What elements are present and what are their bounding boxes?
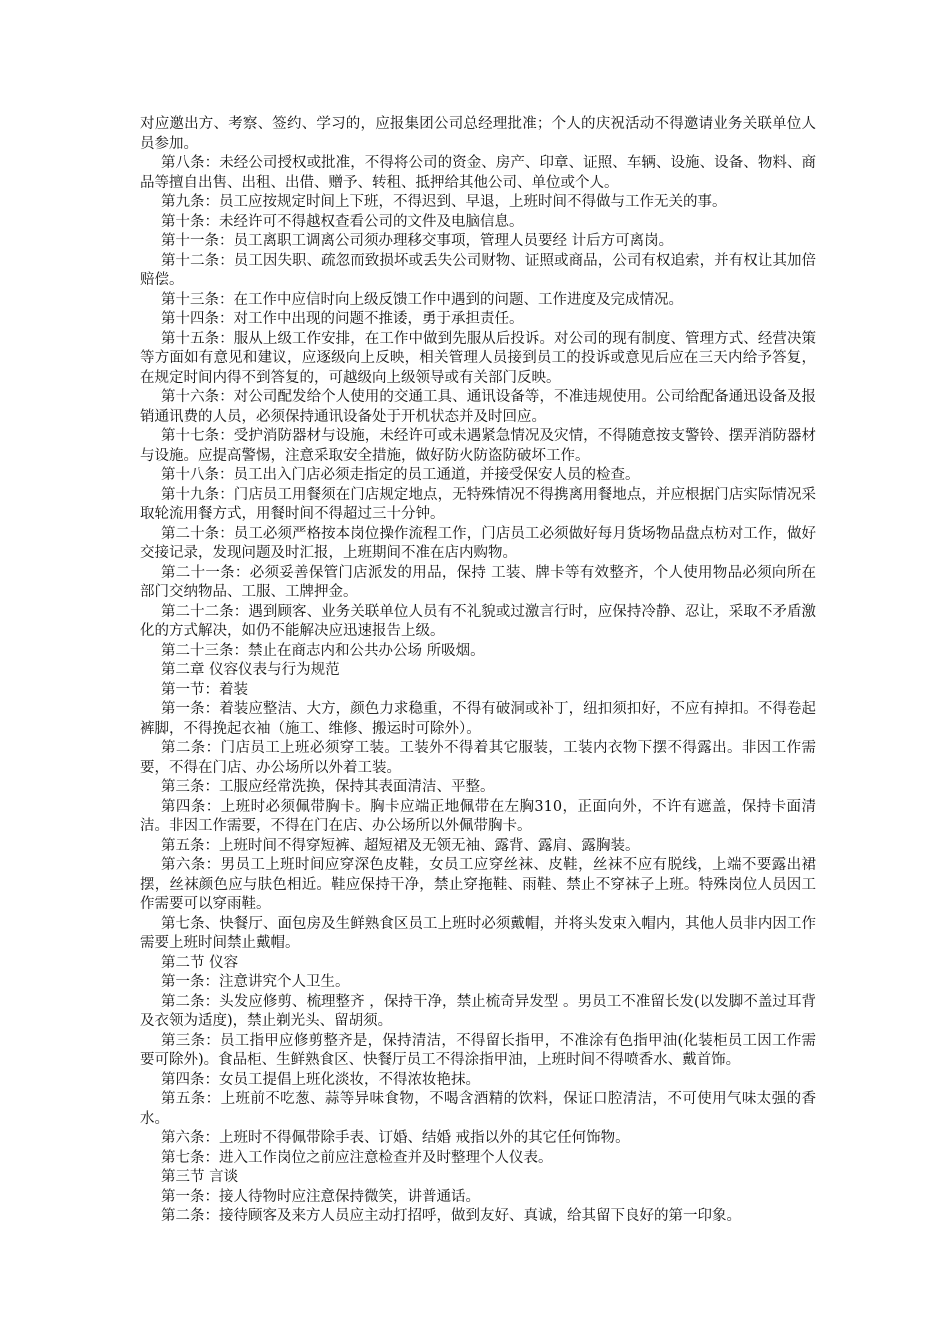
paragraph: 第八条：未经公司授权或批准，不得将公司的资金、房产、印章、证照、车辆、设施、设备、物料、商品等擅自出售、出租、出借、赠予、转租、抵押给其他公司、单位或个人。: [140, 155, 816, 191]
paragraph: 第十一条：员工离职工调离公司须办理移交事项，管理人员要经 计后方可离岗。: [161, 233, 674, 249]
paragraph: 第三条：工服应经常洗换，保持其表面清洁、平整。: [161, 779, 495, 795]
paragraph: 第十二条：员工因失职、疏忽而致损坏或丢失公司财物、证照或商品，公司有权追索，并有权让其加倍赔偿。: [140, 252, 816, 288]
paragraph: 第十条：未经许可不得越权查看公司的文件及电脑信息。: [161, 213, 524, 230]
paragraph: 第十三条：在工作中应信时向上级反馈工作中遇到的问题、工作进度及完成情况。: [161, 291, 683, 308]
chapter-heading: 第二章 仪容仪表与行为规范: [161, 662, 340, 678]
paragraph: 第二十一条：必须妥善保管门店派发的用品，保持 工装、牌卡等有效整齐，个人使用物品必须向所在部门交纳物品、工服、工牌押金。: [140, 564, 816, 600]
paragraph: 第十九条：门店员工用餐须在门店规定地点，无特殊情况不得携离用餐地点，并应根据门店实际情况采取轮流用餐方式，用餐时间不得超过三十分钟。: [140, 486, 816, 522]
paragraph: 对应邀出方、考察、签约、学习的，应报集团公司总经理批准；个人的庆祝活动不得邀请业务关联单位人员参加。: [140, 116, 816, 152]
paragraph: 第二十二条：遇到顾客、业务关联单位人员有不礼貌或过激言行时，应保持冷静、忍让，采取不矛盾激化的方式解决，如仍不能解决应迅速报告上级。: [140, 603, 816, 639]
section-heading: 第三节 言谈: [161, 1169, 239, 1185]
paragraph: 第四条：女员工提倡上班化淡妆，不得浓妆艳抹。: [161, 1071, 480, 1088]
paragraph: 第三条：员工指甲应修剪整齐是，保持清洁，不得留长指甲，不准涂有色指甲油(化装柜员工因工作需要可除外)。食品柜、生鲜熟食区、快餐厅员工不得涂指甲油，上班时间不得喷香水、戴首饰。: [140, 1032, 816, 1068]
paragraph: 第二条：接待顾客及来方人员应主动打招呼，做到友好、真诚，给其留下良好的第一印象。: [161, 1208, 741, 1224]
section-heading: 第一节：着装: [161, 681, 248, 698]
paragraph: 第十六条：对公司配发给个人使用的交通工具、通讯设备等，不准违规使用。公司给配备通迅设备及报销通讯费的人员，必须保持通讯设备处于开机状态并及时回应。: [140, 389, 816, 425]
paragraph: 第二条：门店员工上班必须穿工装。工装外不得着其它服装，工装内衣物下摆不得露出。非因工作需要，不得在门店、办公场所以外着工装。: [140, 740, 816, 776]
paragraph: 第二十三条：禁止在商志内和公共办公场 所吸烟。: [161, 642, 485, 659]
paragraph: 第一条：着装应整洁、大方，颜色力求稳重，不得有破洞或补丁，纽扣须扣好，不应有掉扣。不得卷起裤脚，不得挽起衣袖（施工、维修、搬运时可除外）。: [140, 701, 816, 737]
paragraph: 第七条：进入工作岗位之前应注意检查并及时整理个人仪表。: [161, 1149, 553, 1166]
paragraph: 第十四条：对工作中出现的问题不推诿，勇于承担责任。: [161, 311, 524, 327]
document-body: [140, 115, 816, 1227]
paragraph: 第十七条：受护消防器材与设施，未经许可或未遇紧急情况及灾情，不得随意按支警铃、摆弄消防器材与设施。应提高警惕，注意采取安全措施，做好防火防盗防破坏工作。: [140, 428, 816, 464]
paragraph: 第四条：上班时必须佩带胸卡。胸卡应端正地佩带在左胸310，正面向外，不许有遮盖，保持卡面清洁。非因工作需要，不得在门在店、办公场所以外佩带胸卡。: [140, 798, 816, 834]
paragraph: 第九条：员工应按规定时间上下班，不得迟到、早退，上班时间不得做与工作无关的事。: [161, 194, 727, 210]
paragraph: 第一条：注意讲究个人卫生。: [161, 974, 350, 990]
paragraph: 第二条：头发应修剪、梳理整齐 ，保持干净，禁止梳奇异发型 。男员工不准留长发(以发脚不盖过耳背及衣领为适度)，禁止剃光头、留胡须。: [140, 993, 816, 1029]
paragraph: 第一条：接人待物时应注意保持微笑，讲普通话。: [161, 1188, 480, 1205]
paragraph: 第五条：上班前不吃葱、蒜等异味食物，不喝含酒精的饮料，保证口腔清洁，不可使用气味太强的香水。: [140, 1091, 816, 1127]
paragraph: 第六条：男员工上班时间应穿深色皮鞋，女员工应穿丝袜、皮鞋，丝袜不应有脱线，上端不要露出裙摆，丝袜颜色应与肤色相近。鞋应保持干净，禁止穿拖鞋、雨鞋、禁止不穿袜子上班。特殊岗位人员因工作需要可以穿雨鞋。: [140, 857, 816, 912]
paragraph: 第二十条：员工必须严格按本岗位操作流程工作，门店员工必须做好每月货场物品盘点枋对工作，做好交接记录，发现问题及时汇报，上班期间不准在店内购物。: [140, 525, 816, 561]
paragraph: 第七条、快餐厅、面包房及生鲜熟食区员工上班时必须戴帽，并将头发束入帽内，其他人员非内因工作需要上班时间禁止戴帽。: [140, 915, 816, 951]
paragraph: 第六条：上班时不得佩带除手表、订婚、结婚 戒指以外的其它任何饰物。: [161, 1130, 630, 1146]
paragraph: 第十五条：服从上级工作安排，在工作中做到先服从后投诉。对公司的现有制度、管理方式、经营决策等方面如有意见和建议，应逐级向上反映，相关管理人员接到员工的投诉或意见后应在三天内给予答复，在规定时间内得不到答复的，可越级向上级领导或有关部门反映。: [140, 330, 816, 386]
paragraph: 第五条：上班时间不得穿短裤、超短裙及无领无袖、露背、露肩、露胸装。: [161, 837, 640, 854]
section-heading: 第二节 仪容: [161, 954, 239, 971]
paragraph: 第十八条：员工出入门店必须走指定的员工通道，并接受保安人员的检查。: [161, 467, 640, 483]
